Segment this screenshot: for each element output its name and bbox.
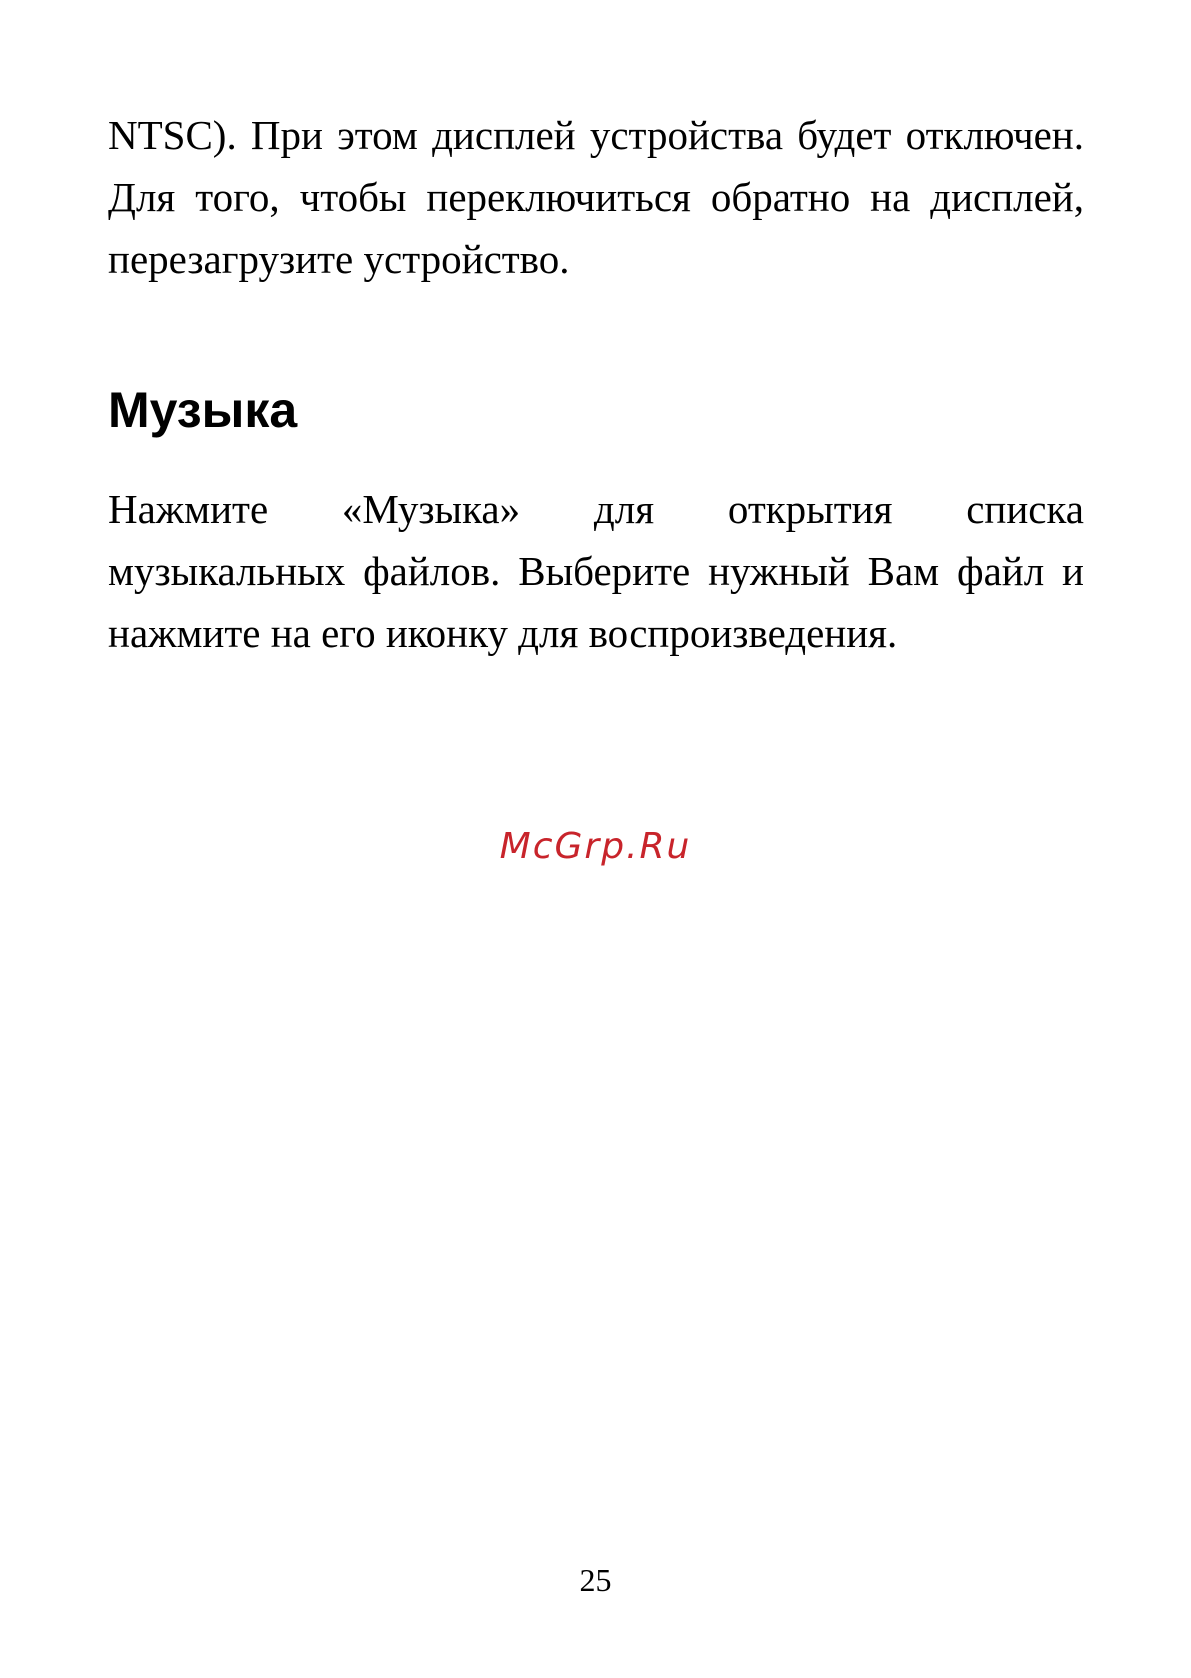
paragraph-line: перезагрузите устройство. <box>108 236 570 282</box>
watermark: McGrp.Ru <box>499 826 692 867</box>
music-paragraph <box>108 478 1084 664</box>
paragraph-line: Для того, чтобы переключиться обратно на дисплей, <box>108 174 1084 220</box>
intro-paragraph <box>108 104 1084 290</box>
paragraph-line: NTSC). При этом дисплей устройства будет отключен. <box>108 112 1084 158</box>
paragraph-line: нажмите на его иконку для воспроизведения. <box>108 610 898 656</box>
section-heading: Музыка <box>108 382 298 438</box>
paragraph-line: Нажмите «Музыка» для открытия списка <box>108 486 1084 532</box>
paragraph-line: музыкальных файлов. Выберите нужный Вам файл и <box>108 548 1084 594</box>
page-number: 25 <box>579 1562 612 1598</box>
